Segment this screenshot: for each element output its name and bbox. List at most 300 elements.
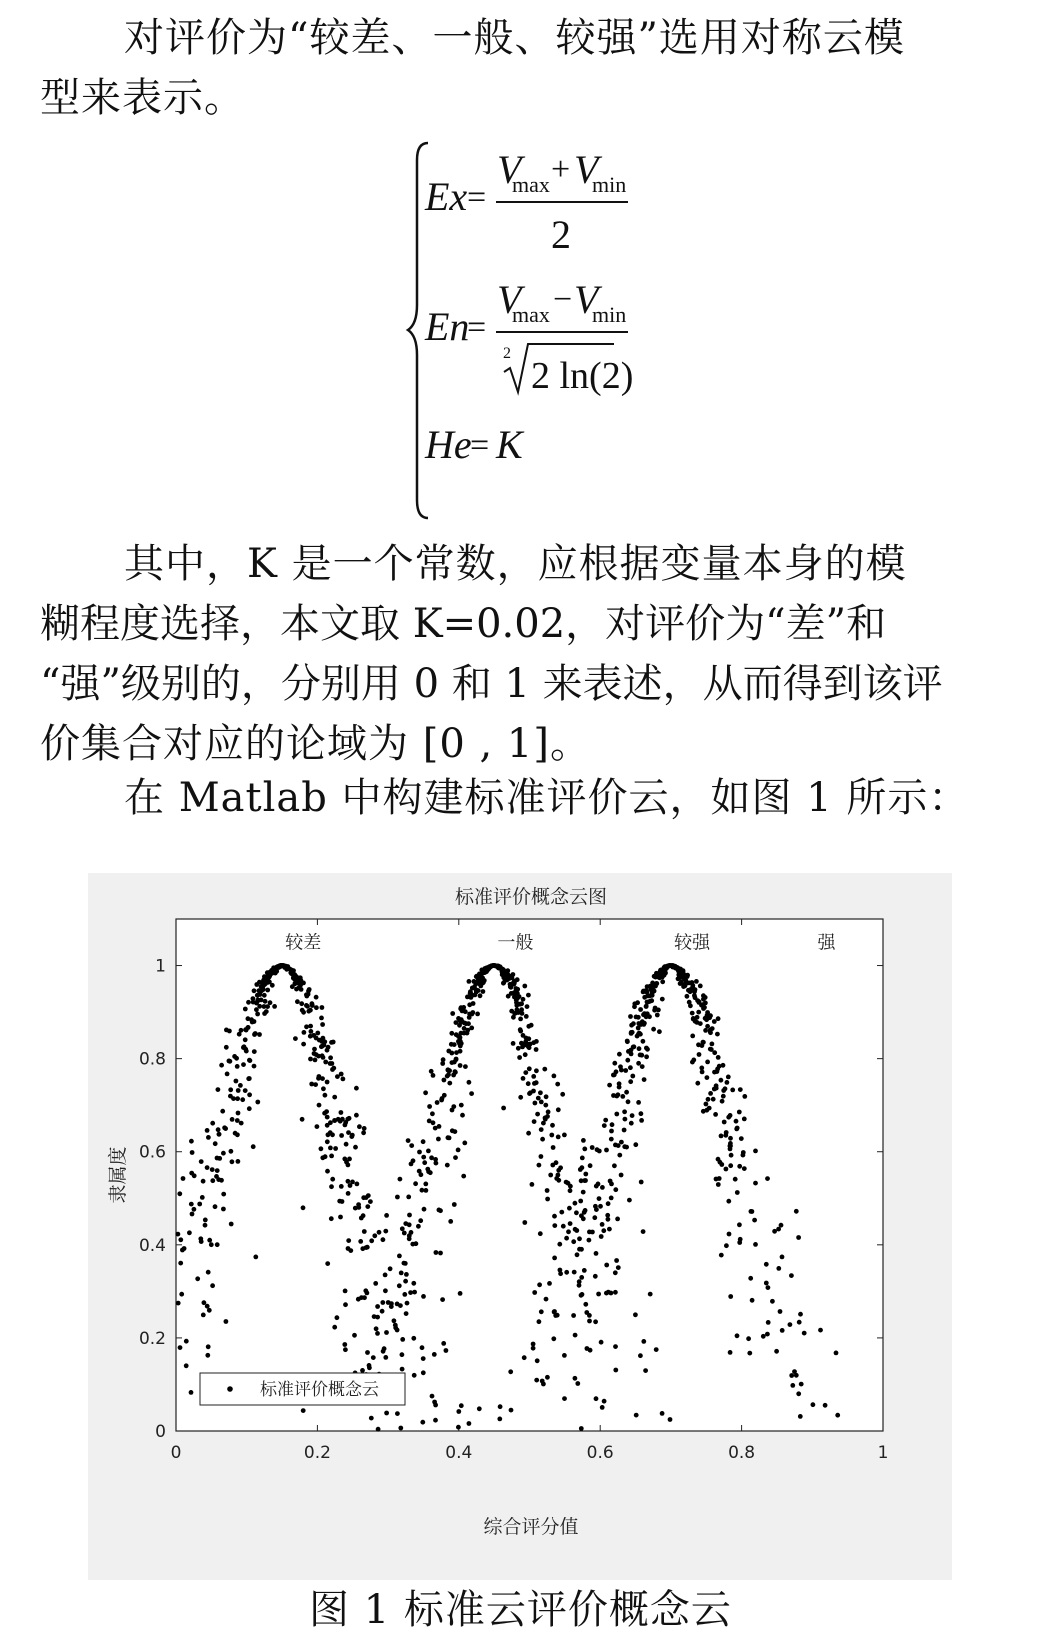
cloud-drop [631,1021,636,1026]
cloud-drop [556,1135,561,1140]
cloud-drop [662,965,667,970]
cloud-drop [470,986,475,991]
cloud-drop [322,1111,327,1116]
cloud-drop [722,1120,727,1125]
cloud-drop [206,1135,211,1140]
legend-label: 标准评价概念云 [260,1380,379,1400]
cloud-drop [716,1016,721,1021]
cloud-drop [687,981,692,986]
cloud-drop [454,1057,459,1062]
x-tick-label: 0.4 [445,1443,473,1463]
cloud-drop [442,1078,447,1083]
cloud-drop [479,968,484,973]
cloud-drop [788,1322,793,1327]
cloud-drop [734,1127,739,1132]
cloud-drop [411,1281,416,1286]
cloud-drop [418,1218,423,1223]
cloud-drop [365,1350,370,1355]
cloud-drop [199,1159,204,1164]
cloud-drop [449,1042,454,1047]
cloud-drop [779,1223,784,1228]
cloud-drop [229,1222,234,1227]
cloud-drop [568,1221,573,1226]
text-line: 对评价为“较差、一般、较强”选用对称云模 [124,15,905,61]
cloud-drop [564,1180,569,1185]
cloud-drop [236,1159,241,1164]
cloud-drop [522,984,527,989]
cloud-drop [179,1292,184,1297]
cloud-drop [530,1182,535,1187]
cloud-drop [428,1170,433,1175]
cloud-drop [453,1069,458,1074]
cloud-drop [255,1012,260,1017]
cloud-drop [241,1062,246,1067]
cloud-drop [216,1177,221,1182]
cloud-drop [203,1223,208,1228]
cloud-drop [423,1182,428,1187]
cloud-drop [454,1020,459,1025]
cloud-drop [312,1047,317,1052]
cloud-drop [703,1028,708,1033]
cloud-drop [613,1344,618,1349]
cloud-drop [521,997,526,1002]
cloud-drop [546,1110,551,1115]
cloud-drop [319,1146,324,1151]
cloud-drop [184,1363,189,1368]
cloud-drop [273,971,278,976]
x-tick-label: 0.2 [303,1443,331,1463]
cloud-drop [384,1411,389,1416]
cloud-drop [319,1016,324,1021]
cloud-drop [372,1233,377,1238]
cloud-drop [579,1275,584,1280]
cloud-drop [210,1167,215,1172]
cloud-drop [590,1145,595,1150]
cloud-drop [721,1094,726,1099]
cloud-drop [308,1034,313,1039]
cloud-drop [764,1281,769,1286]
cloud-drop [707,1106,712,1111]
cloud-drop [525,1004,530,1009]
cloud-drop [444,1348,449,1353]
cloud-drop [635,1034,640,1039]
cloud-drop [381,1349,386,1354]
cloud-drop [579,1426,584,1431]
cloud-drop [726,1199,731,1204]
cloud-drop [645,1047,650,1052]
cloud-level-label: 强 [817,932,836,954]
x-tick-label: 0.8 [728,1443,756,1463]
cloud-drop [719,1134,724,1139]
cloud-drop [596,1292,601,1297]
cloud-drop [412,1373,417,1378]
cloud-drop [225,1072,230,1077]
cloud-drop [537,1282,542,1287]
cloud-drop [392,1318,397,1323]
cloud-drop [251,996,256,1001]
v-symbol: V [574,147,599,192]
cloud-drop [798,1312,803,1317]
cloud-drop [202,1300,207,1305]
cloud-drop [365,1291,370,1296]
cloud-drop [620,1094,625,1099]
text-line: 糊程度选择，本文取 K=0.02，对评价为“差”和 [40,601,887,647]
cloud-drop [653,1006,658,1011]
matlab-paragraph [40,768,1002,828]
cloud-drop [421,1370,426,1375]
cloud-drop [177,1191,182,1196]
cloud-drop [609,1129,614,1134]
cloud-drop [568,1188,573,1193]
cloud-drop [423,1090,428,1095]
cloud-drop [462,1026,467,1031]
cloud-drop [676,976,681,981]
cloud-drop [739,1136,744,1141]
cloud-drop [384,1213,389,1218]
cloud-drop [346,1191,351,1196]
cloud-drop [252,1064,257,1069]
cloud-drop [263,999,268,1004]
cloud-drop [728,1294,733,1299]
cloud-drop [395,1411,400,1416]
cloud-drop [411,1158,416,1163]
cloud-drop [217,1132,222,1137]
cloud-drop [636,1100,641,1105]
cloud-drop [420,1420,425,1425]
cloud-drop [533,1101,538,1106]
cloud-drop [459,1041,464,1046]
cloud-drop [348,1183,353,1188]
cloud-drop [299,1001,304,1006]
cloud-drop [613,1187,618,1192]
cloud-drop [412,1290,417,1295]
cloud-drop [537,1319,542,1324]
cloud-drop [552,1256,557,1261]
cloud-drop [308,1024,313,1029]
cloud-drop [216,1087,221,1092]
cloud-drop [526,993,531,998]
cloud-drop [728,1136,733,1141]
cloud-drop [644,990,649,995]
cloud-drop [710,1042,715,1047]
cloud-drop [778,1309,783,1314]
cloud-drop [772,1229,777,1234]
cloud-drop [597,1196,602,1201]
cloud-drop [346,1163,351,1168]
cloud-drop [228,1059,233,1064]
cloud-drop [593,1274,598,1279]
cloud-drop [526,1024,531,1029]
cloud-drop [462,1031,467,1036]
cloud-drop [551,1145,556,1150]
cloud-drop [343,1123,348,1128]
cloud-drop [373,1281,378,1286]
cloud-level-label: 较强 [674,932,711,954]
cloud-drop [588,1163,593,1168]
cloud-drop [614,1258,619,1263]
cloud-drop [628,1065,633,1070]
cloud-drop [613,1368,618,1373]
cloud-drop [741,1150,746,1155]
cloud-drop [377,1230,382,1235]
cloud-drop [640,1064,645,1069]
cloud-drop [470,1012,475,1017]
cloud-drop [223,1126,228,1131]
cloud-drop [774,1349,779,1354]
cloud-drop [216,1127,221,1132]
cloud-drop [252,988,257,993]
cloud-drop [427,1104,432,1109]
cloud-drop [254,982,259,987]
cloud-drop [697,1052,702,1057]
cloud-drop [338,1119,343,1124]
cloud-drop [509,1408,514,1413]
cloud-drop [641,1339,646,1344]
cloud-drop [607,1227,612,1232]
cloud-drop [789,1373,794,1378]
cloud-drop [328,1146,333,1151]
cloud-drop [342,1342,347,1347]
cloud-drop [721,1088,726,1093]
cloud-drop [594,1184,599,1189]
cloud-drop [593,1319,598,1324]
cloud-drop [628,1079,633,1084]
cloud-drop [475,1012,480,1017]
cloud-drop [203,1218,208,1223]
cloud-drop [604,1263,609,1268]
cloud-drop [243,1037,248,1042]
cloud-drop [501,981,506,986]
cloud-drop [251,1144,256,1149]
cloud-drop [742,1117,747,1122]
cloud-drop [239,1121,244,1126]
cloud-drop [517,994,522,999]
cloud-drop [521,1033,526,1038]
cloud-drop [452,1202,457,1207]
cloud-drop [587,1319,592,1324]
cloud-drop [705,1060,710,1065]
cloud-drop [695,1081,700,1086]
cloud-drop [456,1016,461,1021]
cloud-drop [462,1141,467,1146]
cloud-drop [571,1313,576,1318]
cloud-drop [708,1091,713,1096]
text-line: “强”级别的，分别用 0 和 1 来表述，从而得到该评 [40,661,943,707]
cloud-drop [734,1119,739,1124]
cloud-drop [660,997,665,1002]
cloud-drop [369,1238,374,1243]
x-axis-label: 综合评分值 [483,1516,579,1538]
cloud-drop [713,1112,718,1117]
cloud-drop [213,1204,218,1209]
cloud-drop [613,1290,618,1295]
x-tick-label: 0 [170,1443,182,1463]
cloud-drop [450,1108,455,1113]
cloud-drop [475,979,480,984]
cloud-drop [615,1217,620,1222]
cloud-drop [567,1206,572,1211]
cloud-drop [518,1017,523,1022]
cloud-drop [642,1011,647,1016]
cloud-drop [690,1034,695,1039]
cloud-drop [224,1045,229,1050]
cloud-drop [532,1081,537,1086]
cloud-drop [523,1070,528,1075]
cloud-drop [724,1130,729,1135]
cloud-drop [564,1270,569,1275]
cloud-drop [409,1143,414,1148]
text-line: 价集合对应的论域为 [0 , 1]。 [40,721,591,767]
cloud-drop [380,1300,385,1305]
cloud-drop [180,1248,185,1253]
cloud-drop [540,1137,545,1142]
cloud-drop [604,1148,609,1153]
cloud-drop [342,1157,347,1162]
cloud-drop [325,1261,330,1266]
cloud-drop [497,1417,502,1422]
cloud-drop [209,1242,214,1247]
cloud-drop [552,1214,557,1219]
cloud-drop [234,1056,239,1061]
cloud-drop [380,1309,385,1314]
cloud-drop [419,1172,424,1177]
cloud-drop [315,1031,320,1036]
cloud-drop [802,1331,807,1336]
cloud-drop [625,1039,630,1044]
subscript-min: min [592,302,627,327]
cloud-drop [670,965,675,970]
y-tick-label: 0.4 [138,1235,166,1256]
cloud-drop [198,1236,203,1241]
cloud-drop [716,1055,721,1060]
cloud-drop [714,1177,719,1182]
cloud-drop [321,1055,326,1060]
cloud-drop [328,1055,333,1060]
cloud-drop [467,1080,472,1085]
cloud-drop [246,1000,251,1005]
cloud-drop [711,1097,716,1102]
cloud-drop [246,1076,251,1081]
cloud-drop [339,1110,344,1115]
cloud-drop [187,1230,192,1235]
cloud-drop [247,1106,252,1111]
cloud-drop [559,1210,564,1215]
cloud-drop [526,1081,531,1086]
cloud-drop [790,1383,795,1388]
cloud-drop [580,1156,585,1161]
cloud-drop [207,1238,212,1243]
legend [200,1373,405,1405]
cloud-drop [252,1049,257,1054]
cloud-drop [512,980,517,985]
cloud-drop [332,1118,337,1123]
cloud-drop [314,1005,319,1010]
cloud-drop [430,1111,435,1116]
cloud-drop [511,1041,516,1046]
cloud-drop [206,1344,211,1349]
cloud-drop [558,1165,563,1170]
cloud-drop [192,1207,197,1212]
cloud-drop [325,1169,330,1174]
cloud-drop [753,1242,758,1247]
cloud-drop [582,1147,587,1152]
cloud-drop [642,995,647,1000]
cloud-drop [650,981,655,986]
cloud-drop [561,1224,566,1229]
cloud-drop [346,1179,351,1184]
cloud-drop [459,1005,464,1010]
cloud-drop [696,1010,701,1015]
cloud-drop [402,1231,407,1236]
cloud-drop [668,1417,673,1422]
cloud-drop [384,1330,389,1335]
cloud-drop [231,1096,236,1101]
cloud-drop [243,1007,248,1012]
cloud-drop [590,1230,595,1235]
cloud-drop [692,993,697,998]
subscript-min: min [592,172,627,197]
cloud-drop [623,1117,628,1122]
cloud-drop [429,1069,434,1074]
cloud-drop [398,1426,403,1431]
cloud-drop [577,1279,582,1284]
cloud-drop [413,1181,418,1186]
cloud-drop [400,1226,405,1231]
equals-sign: = [470,427,490,464]
cloud-drop [726,1115,731,1120]
cloud-drop [420,1345,425,1350]
cloud-drop [542,1067,547,1072]
cloud-drop [721,1063,726,1068]
cloud-drop [369,1416,374,1421]
cloud-drop [551,1336,556,1341]
cloud-drop [295,999,300,1004]
cloud-drop [600,1185,605,1190]
cloud-drop [539,1100,544,1105]
cloud-drop [459,1103,464,1108]
cloud-drop [237,1032,242,1037]
cloud-drop [458,1063,463,1068]
cloud-drop [421,1356,426,1361]
cloud-drop [643,1368,648,1373]
cloud-drop [304,992,309,997]
cloud-drop [432,1352,437,1357]
cloud-drop [434,1250,439,1255]
cloud-drop [496,966,501,971]
minus-sign: − [553,281,573,318]
equals-sign: = [467,309,487,346]
cloud-drop [477,972,482,977]
cloud-drop [320,1022,325,1027]
cloud-drop [594,1396,599,1401]
cloud-drop [632,1001,637,1006]
cloud-drop [634,1015,639,1020]
cloud-drop [248,1058,253,1063]
cloud-drop [362,1229,367,1234]
cloud-drop [742,1166,747,1171]
cloud-drop [244,1049,249,1054]
cloud-drop [381,1237,386,1242]
cloud-drop [331,1066,336,1071]
cloud-drop [458,1049,463,1054]
cloud-drop [622,1128,627,1133]
cloud-drop [582,1178,587,1183]
cloud-drop [300,1117,305,1122]
cloud-drop [556,1107,561,1112]
cloud-drop [224,1319,229,1324]
cloud-drop [738,1087,743,1092]
cloud-drop [297,978,302,983]
